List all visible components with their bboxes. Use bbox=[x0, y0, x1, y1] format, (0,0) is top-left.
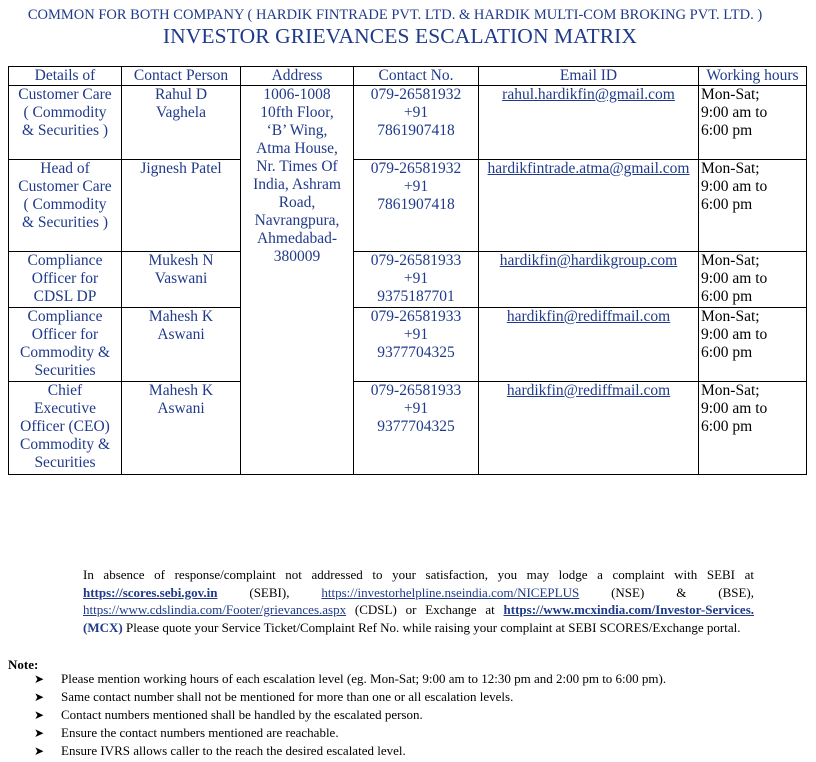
working-hours-cell: Mon-Sat; 9:00 am to 6:00 pm bbox=[699, 160, 807, 252]
header-contact-person: Contact Person bbox=[122, 67, 241, 86]
details-cell: Customer Care ( Commodity & Securities ) bbox=[9, 86, 122, 160]
details-cell: Compliance Officer for Commodity & Securities bbox=[9, 308, 122, 382]
email-link[interactable]: hardikfin@rediffmail.com bbox=[506, 308, 671, 325]
contact-person-cell: Mahesh K Aswani bbox=[122, 382, 241, 475]
contact-person-cell: Rahul D Vaghela bbox=[122, 86, 241, 160]
contact-person-cell: Mahesh K Aswani bbox=[122, 308, 241, 382]
email-link[interactable]: rahul.hardikfin@gmail.com bbox=[502, 86, 675, 103]
info-text: (CDSL) or Exchange at bbox=[346, 602, 504, 618]
email-link[interactable]: hardikfintrade.atma@gmail.com bbox=[487, 160, 690, 177]
contact-no-cell: 079-26581932 +91 7861907418 bbox=[354, 86, 479, 160]
header-email: Email ID bbox=[479, 67, 699, 86]
complaint-info-paragraph bbox=[83, 566, 754, 636]
email-link[interactable]: hardikfin@rediffmail.com bbox=[506, 382, 671, 399]
working-hours-cell: Mon-Sat; 9:00 am to 6:00 pm bbox=[699, 252, 807, 308]
note-item: ➤ Same contact number shall not be mentioned for more than one or all escalation levels. bbox=[34, 689, 514, 704]
note-item: ➤ Ensure the contact numbers mentioned are reachable. bbox=[34, 725, 339, 740]
table-row bbox=[9, 382, 807, 475]
email-cell bbox=[479, 308, 699, 382]
email-cell bbox=[479, 160, 699, 252]
escalation-matrix-table bbox=[8, 66, 807, 475]
info-text: Please quote your Service Ticket/Complaint Ref No. while raising your complaint at SEBI SCORES/Exchange portal. bbox=[122, 619, 741, 635]
arrow-bullet-icon: ➤ bbox=[34, 672, 45, 686]
details-cell: Compliance Officer for CDSL DP bbox=[9, 252, 122, 308]
address-cell: 1006-1008 10fth Floor, ‘B’ Wing, Atma House, Nr. Times Of India, Ashram Road, Navrangpura, Ahmedabad- 380009 bbox=[241, 86, 354, 475]
working-hours-cell: Mon-Sat; 9:00 am to 6:00 pm bbox=[699, 382, 807, 475]
arrow-bullet-icon: ➤ bbox=[34, 708, 45, 722]
header-address: Address bbox=[241, 67, 354, 86]
contact-person-cell: Jignesh Patel bbox=[122, 160, 241, 252]
note-item: ➤ Please mention working hours of each escalation level (eg. Mon-Sat; 9:00 am to 12:30 pm and 2:00 pm to 6:00 pm). bbox=[34, 671, 667, 686]
arrow-bullet-icon: ➤ bbox=[34, 726, 45, 740]
contact-no-cell: 079-26581933 +91 9377704325 bbox=[354, 382, 479, 475]
working-hours-cell: Mon-Sat; 9:00 am to 6:00 pm bbox=[699, 86, 807, 160]
note-item: ➤ Ensure IVRS allows caller to the reach the desired escalated level. bbox=[34, 743, 406, 758]
arrow-bullet-icon: ➤ bbox=[34, 744, 45, 758]
email-cell bbox=[479, 382, 699, 475]
header-contact-no: Contact No. bbox=[354, 67, 479, 86]
table-row bbox=[9, 86, 807, 160]
page-title: INVESTOR GRIEVANCES ESCALATION MATRIX bbox=[162, 24, 638, 48]
details-cell: Head of Customer Care ( Commodity & Securities ) bbox=[9, 160, 122, 252]
email-cell bbox=[479, 252, 699, 308]
info-text: (SEBI), bbox=[217, 584, 322, 600]
cdsl-grievances-link[interactable]: https://www.cdslindia.com/Footer/grievances.aspx bbox=[83, 602, 347, 618]
email-cell bbox=[479, 86, 699, 160]
mcx-label: (MCX) bbox=[83, 619, 123, 635]
mcx-investor-services-link[interactable]: https://www.mcxindia.com/Investor-Services. bbox=[503, 602, 754, 618]
note-item: ➤ Contact numbers mentioned shall be handled by the escalated person. bbox=[34, 707, 423, 722]
table-row bbox=[9, 252, 807, 308]
table-row bbox=[9, 308, 807, 382]
table-header-row bbox=[9, 67, 807, 86]
note-label: Note: bbox=[8, 657, 39, 672]
header-details: Details of bbox=[9, 67, 122, 86]
contact-no-cell: 079-26581932 +91 7861907418 bbox=[354, 160, 479, 252]
email-link[interactable]: hardikfin@hardikgroup.com bbox=[499, 252, 678, 269]
company-subtitle: COMMON FOR BOTH COMPANY ( HARDIK FINTRADE PVT. LTD. & HARDIK MULTI-COM BROKING PVT. LTD. ) bbox=[27, 7, 763, 23]
arrow-bullet-icon: ➤ bbox=[34, 690, 45, 704]
details-cell: Chief Executive Officer (CEO) Commodity & Securities bbox=[9, 382, 122, 475]
info-text: (NSE) & (BSE), bbox=[579, 584, 754, 600]
contact-no-cell: 079-26581933 +91 9377704325 bbox=[354, 308, 479, 382]
working-hours-cell: Mon-Sat; 9:00 am to 6:00 pm bbox=[699, 308, 807, 382]
nse-helpline-link[interactable]: https://investorhelpline.nseindia.com/NICEPLUS bbox=[321, 584, 580, 600]
info-text: In absence of response/complaint not addressed to your satisfaction, you may lodge a complaint with SEBI at bbox=[83, 567, 754, 582]
notes-list bbox=[34, 670, 666, 760]
table-row bbox=[9, 160, 807, 252]
contact-no-cell: 079-26581933 +91 9375187701 bbox=[354, 252, 479, 308]
scores-sebi-link[interactable]: https://scores.sebi.gov.in bbox=[83, 584, 218, 600]
header-working-hours: Working hours bbox=[699, 67, 807, 86]
contact-person-cell: Mukesh N Vaswani bbox=[122, 252, 241, 308]
